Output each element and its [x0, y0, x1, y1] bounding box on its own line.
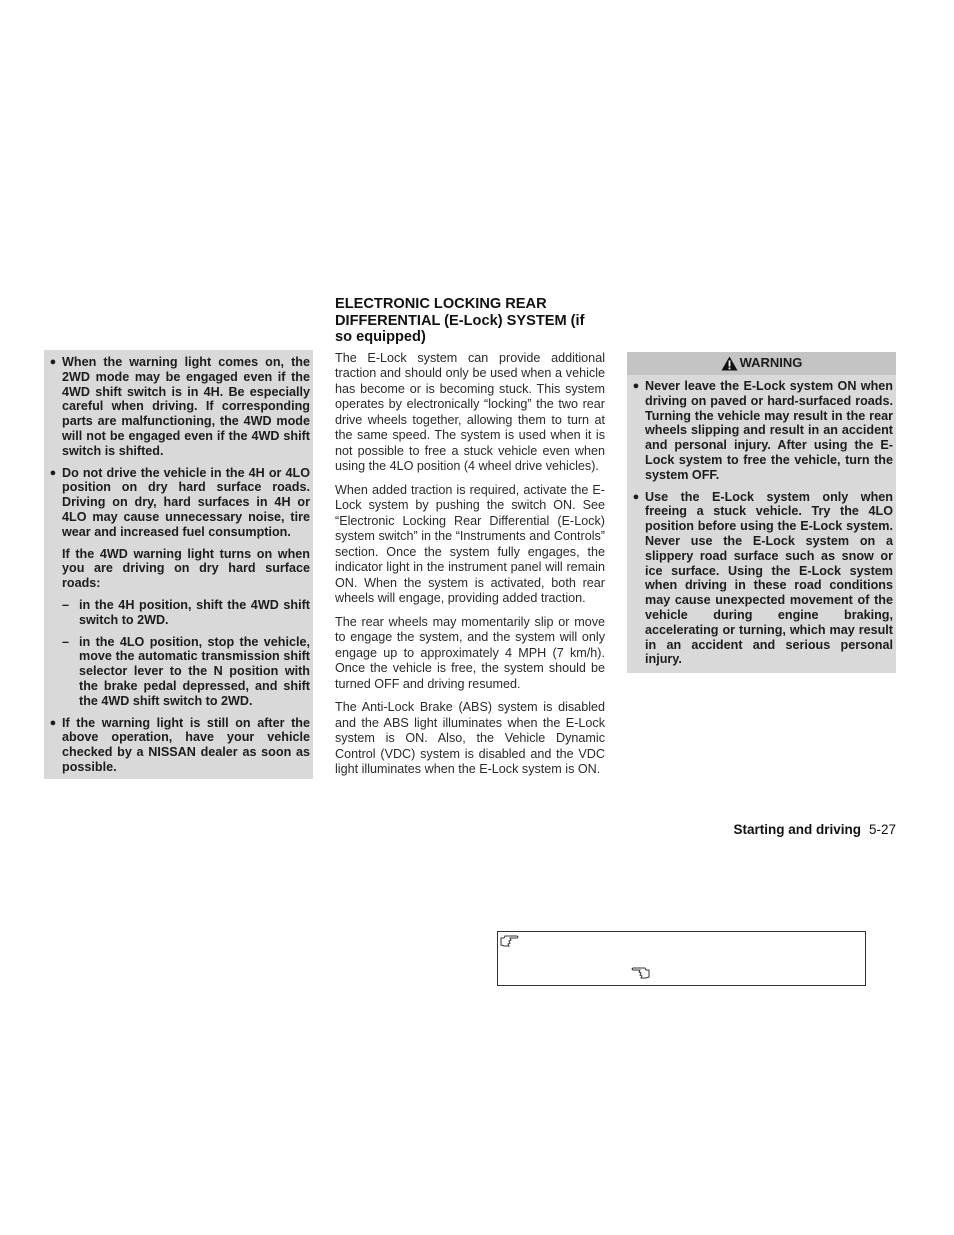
bullet-dot-icon: ●	[49, 356, 57, 368]
caution-dash-item-1	[62, 598, 310, 628]
dash-mark: –	[62, 634, 70, 649]
body-paragraph-4: The Anti-Lock Brake (ABS) system is disabled and the ABS light illuminates when the E-Lock system is ON. Also, the Vehicle Dynamic Control (VDC) system is disabled and the VDC light illuminates when the E-Lock system is ON.	[335, 700, 605, 777]
dash-text: in the 4H position, shift the 4WD shift switch to 2WD.	[79, 597, 310, 627]
bullet-dot-icon: ●	[632, 380, 640, 392]
warning-triangle-icon	[721, 356, 738, 371]
warning-title: WARNING	[739, 355, 803, 371]
bullet-text: Never leave the E-Lock system ON when driving on paved or hard-surfaced roads. Turning the vehicle may result in the rear wheels slipping and result in an accident and personal injury. After using the E-Lock system to free the vehicle, turn the system OFF.	[645, 379, 893, 482]
bullet-dot-icon: ●	[49, 716, 57, 729]
footer-section-title: Starting and driving	[733, 822, 861, 837]
dash-mark: –	[62, 597, 70, 612]
bullet-text: Do not drive the vehicle in the 4H or 4LO position on dry hard surface roads. Driving on dry, hard surfaces in 4H or 4LO may cause unnecessary noise, tire wear and increased fuel consumption.	[62, 465, 310, 539]
bullet-dot-icon: ●	[632, 490, 640, 503]
page-footer	[733, 822, 896, 837]
section-heading: ELECTRONIC LOCKING REAR DIFFERENTIAL (E-Lock) SYSTEM (if so equipped)	[335, 296, 585, 346]
caution-box	[44, 350, 313, 779]
body-paragraph-3: The rear wheels may momentarily slip or move to engage the system, and the system will only engage up to approximately 4 MPH (7 km/h). Once the vehicle is free, the system should be turned OFF and driving resumed.	[335, 614, 605, 691]
caution-bullet-2	[44, 466, 310, 540]
warning-box	[627, 352, 896, 673]
warning-header	[627, 352, 896, 375]
bullet-text: Use the E-Lock system only when freeing a stuck vehicle. Try the 4LO position before using the E-Lock system. Never use the E-Lock system on a slippery road surface such as snow or ice surface. Using the E-Lock system when driving in these road conditions may cause unexpected movement of the vehicle during engine braking, accelerating or turning, which may result in an accident and serious personal injury.	[645, 489, 893, 667]
caution-bullet-3	[44, 716, 310, 775]
bullet-dot-icon: ●	[49, 466, 57, 479]
body-paragraph-2: When added traction is required, activate the E-Lock system by pushing the switch ON. See “Electronic Locking Rear Differential (E-Lock) system switch” in the “Instruments and Controls” section. Once the system fully engages, the indicator light in the instrument panel will remain ON. When the system is activated, both rear wheels will engage, providing added traction.	[335, 482, 605, 606]
warning-bullet-2	[627, 490, 893, 668]
main-column	[335, 296, 605, 786]
dash-text: in the 4LO position, stop the vehicle, move the automatic transmission shift selector lever to the N position with the brake pedal depressed, and shift the 4WD shift switch to 2WD.	[79, 634, 310, 708]
note-box	[497, 931, 866, 986]
body-paragraph-1: The E-Lock system can provide additional traction and should only be used when a vehicle has become or is becoming stuck. This system operates by electronically “locking” the two rear drive wheels together, allowing them to turn at the same speed. The system is used when it is not possible to free a stuck vehicle even when using the 4LO position (4 wheel drive vehicles).	[335, 350, 605, 474]
bullet-text: When the warning light comes on, the 2WD mode may be engaged even if the 4WD shift switch is in 4H. Be especially careful when driving. If corresponding parts are malfunctioning, the 4WD mode will not be engaged even if the 4WD shift switch is shifted.	[62, 355, 310, 458]
footer-page-number: 5-27	[868, 822, 896, 837]
warning-bullet-1	[627, 379, 893, 483]
pointing-hand-right-icon	[500, 934, 520, 948]
caution-bullet-1	[44, 355, 310, 459]
pointing-hand-left-icon	[630, 966, 650, 980]
caution-sub-paragraph: If the 4WD warning light turns on when you are driving on dry hard surface roads:	[62, 546, 310, 591]
bullet-text: If the warning light is still on after the above operation, have your vehicle checked by a NISSAN dealer as soon as possible.	[62, 715, 310, 774]
caution-dash-item-2	[62, 635, 310, 709]
